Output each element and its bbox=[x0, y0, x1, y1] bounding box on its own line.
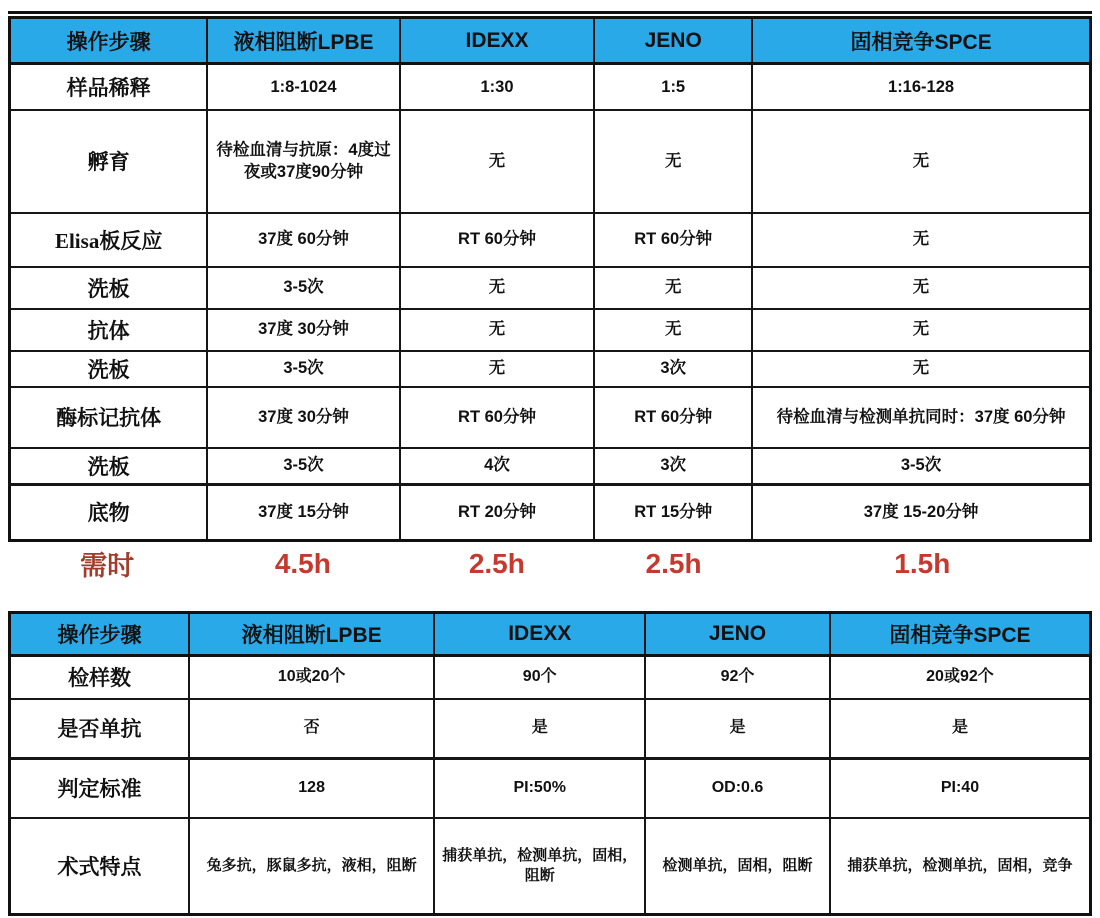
table2-header-row bbox=[10, 612, 1091, 655]
cell-value: 1:16-128 bbox=[752, 64, 1090, 110]
cell-value: 是 bbox=[434, 699, 645, 758]
row-label: 孵育 bbox=[10, 110, 208, 213]
time-required-row bbox=[8, 542, 1092, 586]
cell-value: 37度 60分钟 bbox=[207, 213, 399, 267]
top-rule bbox=[8, 11, 1092, 14]
cell-value: 无 bbox=[752, 267, 1090, 309]
cell-value: 否 bbox=[189, 699, 434, 758]
cell-value: 无 bbox=[400, 351, 595, 387]
cell-value: RT 15分钟 bbox=[594, 484, 752, 540]
cell-value: 检测单抗，固相，阻断 bbox=[645, 818, 830, 914]
cell-value: 是 bbox=[830, 699, 1091, 758]
column-header-spce: 固相竞争SPCE bbox=[752, 18, 1090, 64]
column-header-steps: 操作步骤 bbox=[10, 18, 208, 64]
column-header-jeno: JENO bbox=[594, 18, 752, 64]
cell-value: 3-5次 bbox=[207, 267, 399, 309]
row-label: Elisa板反应 bbox=[10, 213, 208, 267]
row-label: 抗体 bbox=[10, 309, 208, 351]
cell-value: RT 20分钟 bbox=[400, 484, 595, 540]
row-label: 检样数 bbox=[10, 655, 189, 699]
time-required-label: 需时 bbox=[80, 551, 135, 581]
row-label: 底物 bbox=[10, 484, 208, 540]
table-row-judgment-criteria bbox=[10, 758, 1091, 818]
cell-value: 兔多抗，豚鼠多抗，液相，阻断 bbox=[189, 818, 434, 914]
table-row-wash-3 bbox=[10, 448, 1091, 485]
cell-value: RT 60分钟 bbox=[400, 387, 595, 448]
cell-value: 4次 bbox=[400, 448, 595, 485]
cell-value: PI:40 bbox=[830, 758, 1091, 818]
cell-value: 无 bbox=[594, 309, 752, 351]
cell-value: 3-5次 bbox=[752, 448, 1090, 485]
cell-value: 无 bbox=[594, 110, 752, 213]
cell-value: 是 bbox=[645, 699, 830, 758]
cell-value: 128 bbox=[189, 758, 434, 818]
cell-value: PI:50% bbox=[434, 758, 645, 818]
cell-value: 无 bbox=[752, 351, 1090, 387]
cell-value: 3-5次 bbox=[207, 448, 399, 485]
method-comparison-table bbox=[8, 611, 1092, 916]
column-header-steps: 操作步骤 bbox=[10, 612, 189, 655]
cell-value: 无 bbox=[400, 267, 595, 309]
cell-value: 待检血清与检测单抗同时：37度 60分钟 bbox=[752, 387, 1090, 448]
column-header-jeno: JENO bbox=[645, 612, 830, 655]
procedure-time-table bbox=[8, 16, 1092, 542]
cell-value: 37度 30分钟 bbox=[207, 387, 399, 448]
column-header-idexx: IDEXX bbox=[434, 612, 645, 655]
table-row-elisa-plate-reaction bbox=[10, 213, 1091, 267]
cell-value: 10或20个 bbox=[189, 655, 434, 699]
row-label: 判定标准 bbox=[10, 758, 189, 818]
table-row-sample-dilution bbox=[10, 64, 1091, 110]
cell-value: 无 bbox=[752, 110, 1090, 213]
table-row-enzyme-labeled-antibody bbox=[10, 387, 1091, 448]
row-label: 酶标记抗体 bbox=[10, 387, 208, 448]
row-label: 洗板 bbox=[10, 267, 208, 309]
time-required-value: 2.5h bbox=[468, 547, 525, 579]
cell-value: 捕获单抗，检测单抗，固相，阻断 bbox=[434, 818, 645, 914]
cell-value: 3次 bbox=[594, 351, 752, 387]
cell-value: 37度 15-20分钟 bbox=[752, 484, 1090, 540]
cell-value: RT 60分钟 bbox=[594, 387, 752, 448]
cell-value: 捕获单抗，检测单抗，固相，竞争 bbox=[830, 818, 1091, 914]
column-header-spce: 固相竞争SPCE bbox=[830, 612, 1091, 655]
cell-value: 1:30 bbox=[400, 64, 595, 110]
cell-value: 1:8-1024 bbox=[207, 64, 399, 110]
cell-value: 92个 bbox=[645, 655, 830, 699]
cell-value: RT 60分钟 bbox=[594, 213, 752, 267]
table-row-monoclonal bbox=[10, 699, 1091, 758]
time-required-value: 2.5h bbox=[645, 547, 702, 579]
cell-value: 无 bbox=[400, 309, 595, 351]
cell-value: 无 bbox=[400, 110, 595, 213]
cell-value: 37度 30分钟 bbox=[207, 309, 399, 351]
cell-value: 待检血清与抗原：4度过夜或37度90分钟 bbox=[207, 110, 399, 213]
cell-value: 1:5 bbox=[594, 64, 752, 110]
cell-value: 无 bbox=[594, 267, 752, 309]
cell-value: 20或92个 bbox=[830, 655, 1091, 699]
cell-value: 无 bbox=[752, 213, 1090, 267]
table-row-method-features bbox=[10, 818, 1091, 914]
cell-value: RT 60分钟 bbox=[400, 213, 595, 267]
table-row-sample-count bbox=[10, 655, 1091, 699]
cell-value: 3次 bbox=[594, 448, 752, 485]
table-row-wash-1 bbox=[10, 267, 1091, 309]
row-label: 是否单抗 bbox=[10, 699, 189, 758]
row-label: 术式特点 bbox=[10, 818, 189, 914]
column-header-idexx: IDEXX bbox=[400, 18, 595, 64]
column-header-lpbe: 液相阻断LPBE bbox=[207, 18, 399, 64]
table-row-substrate bbox=[10, 484, 1091, 540]
cell-value: 90个 bbox=[434, 655, 645, 699]
table-row-incubation bbox=[10, 110, 1091, 213]
cell-value: 无 bbox=[752, 309, 1090, 351]
row-label: 洗板 bbox=[10, 448, 208, 485]
cell-value: 3-5次 bbox=[207, 351, 399, 387]
cell-value: OD:0.6 bbox=[645, 758, 830, 818]
column-header-lpbe: 液相阻断LPBE bbox=[189, 612, 434, 655]
row-label: 洗板 bbox=[10, 351, 208, 387]
table-row-wash-2 bbox=[10, 351, 1091, 387]
row-label: 样品稀释 bbox=[10, 64, 208, 110]
time-required-value: 4.5h bbox=[274, 547, 331, 579]
table1-header-row bbox=[10, 18, 1091, 64]
table-row-antibody bbox=[10, 309, 1091, 351]
cell-value: 37度 15分钟 bbox=[207, 484, 399, 540]
time-required-value: 1.5h bbox=[894, 547, 951, 579]
